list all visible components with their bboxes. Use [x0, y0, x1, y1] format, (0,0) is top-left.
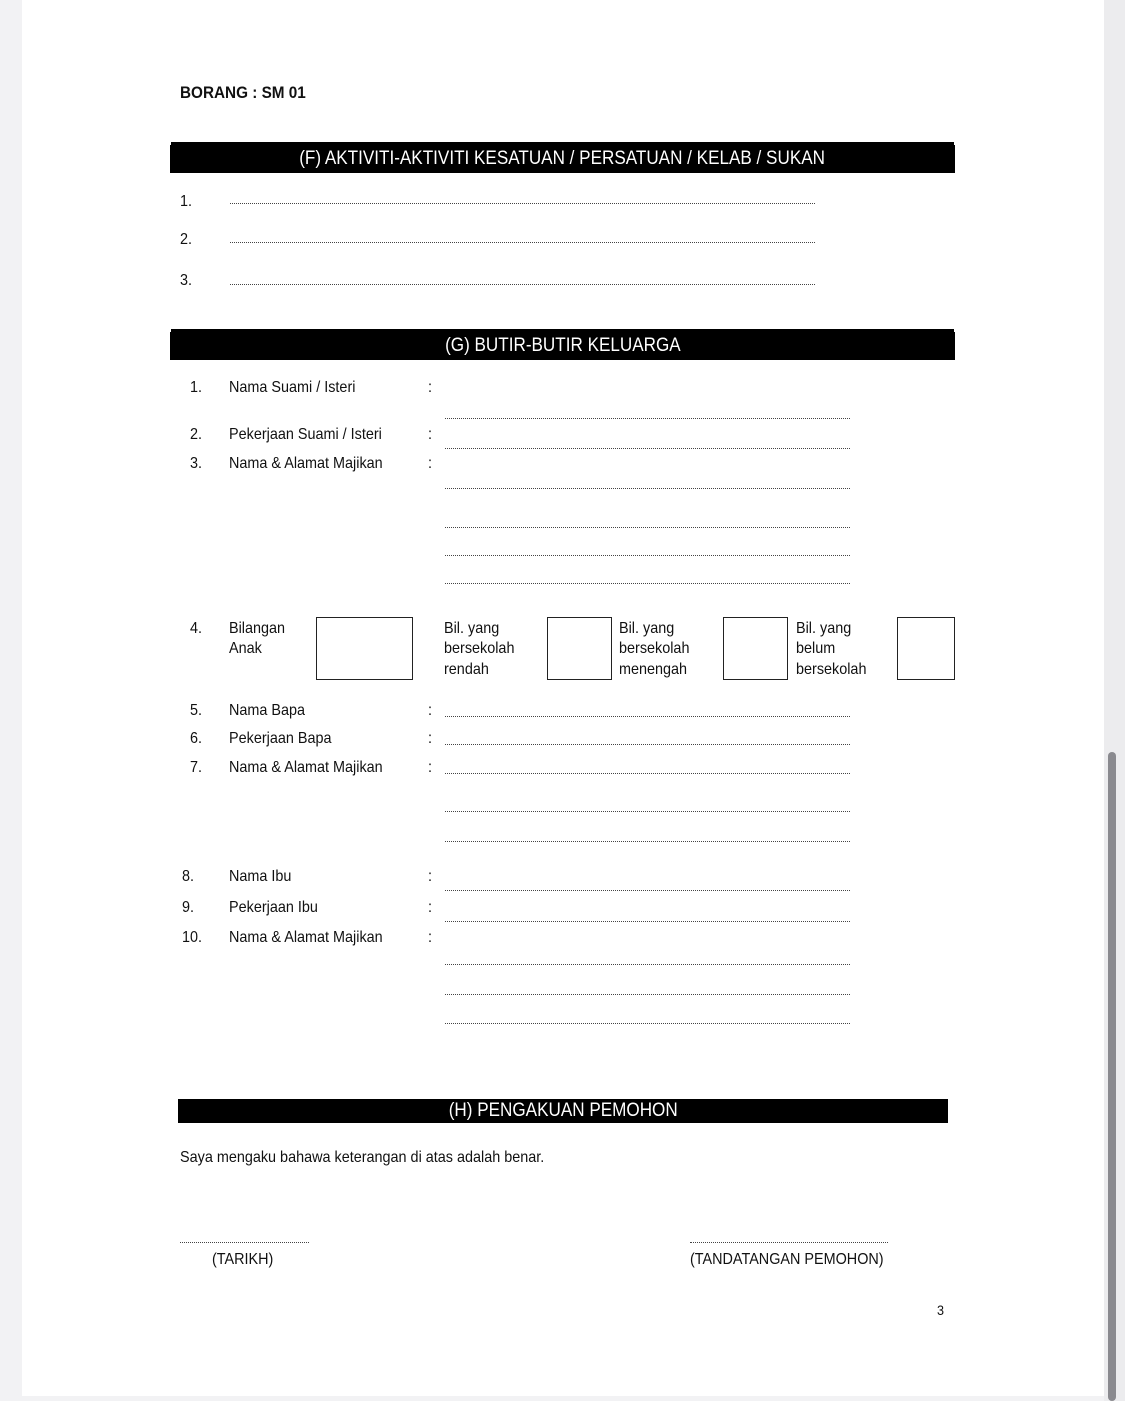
spouse-employer-line-1[interactable]: [445, 488, 850, 489]
children-label-line-1: Bilangan: [229, 620, 286, 637]
spouse-employer-line-4[interactable]: [445, 583, 850, 584]
field-8-number: 8.: [182, 868, 195, 885]
mother-occupation-label: Pekerjaan Ibu: [229, 899, 318, 916]
section-f-header: (F) AKTIVITI-AKTIVITI KESATUAN / PERSATUAN / KELAB / SUKAN: [170, 145, 955, 173]
activity-3-number: 3.: [180, 272, 193, 289]
field-8-colon: :: [428, 868, 433, 885]
father-employer-line-3[interactable]: [445, 841, 850, 842]
signature-label: (TANDATANGAN PEMOHON): [690, 1251, 884, 1268]
mother-employer-line-2[interactable]: [445, 994, 850, 995]
mother-employer-line-1[interactable]: [445, 964, 850, 965]
field-6-number: 6.: [190, 730, 203, 747]
field-3-colon: :: [428, 455, 433, 472]
not-schooling-count-box[interactable]: [897, 617, 955, 680]
spouse-employer-line-3[interactable]: [445, 555, 850, 556]
primary-label-line-2: bersekolah: [444, 640, 515, 657]
spouse-occupation-line[interactable]: [445, 448, 850, 449]
activity-2-line[interactable]: [230, 242, 815, 243]
field-9-colon: :: [428, 899, 433, 916]
father-employer-label: Nama & Alamat Majikan: [229, 759, 383, 776]
father-employer-line-1[interactable]: [445, 773, 850, 774]
field-2-colon: :: [428, 426, 433, 443]
field-10-number: 10.: [182, 929, 203, 946]
secondary-label-line-3: menengah: [619, 661, 688, 678]
secondary-label-line-1: Bil. yang: [619, 620, 675, 637]
field-5-colon: :: [428, 702, 433, 719]
mother-name-label: Nama Ibu: [229, 868, 292, 885]
father-name-line[interactable]: [445, 716, 850, 717]
page-number: 3: [937, 1302, 945, 1318]
field-1-number: 1.: [190, 379, 203, 396]
children-label-line-2: Anak: [229, 640, 262, 657]
declaration-statement: Saya mengaku bahawa keterangan di atas adalah benar.: [180, 1149, 545, 1166]
spouse-name-label: Nama Suami / Isteri: [229, 379, 356, 396]
primary-label-line-3: rendah: [444, 661, 489, 678]
field-10-colon: :: [428, 929, 433, 946]
primary-school-count-box[interactable]: [547, 617, 612, 680]
field-9-number: 9.: [182, 899, 195, 916]
activity-1-number: 1.: [180, 193, 193, 210]
spouse-employer-line-2[interactable]: [445, 527, 850, 528]
spouse-employer-label: Nama & Alamat Majikan: [229, 455, 383, 472]
activity-3-line[interactable]: [230, 284, 815, 285]
not-schooling-label-line-3: bersekolah: [796, 661, 867, 678]
activity-1-line[interactable]: [230, 203, 815, 204]
primary-label-line-1: Bil. yang: [444, 620, 500, 637]
mother-name-line[interactable]: [445, 890, 850, 891]
field-7-colon: :: [428, 759, 433, 776]
field-1-colon: :: [428, 379, 433, 396]
field-2-number: 2.: [190, 426, 203, 443]
not-schooling-label-line-2: belum: [796, 640, 836, 657]
field-6-colon: :: [428, 730, 433, 747]
spouse-name-line[interactable]: [445, 418, 850, 419]
not-schooling-label-line-1: Bil. yang: [796, 620, 852, 637]
section-g-header: (G) BUTIR-BUTIR KELUARGA: [170, 332, 955, 360]
father-employer-line-2[interactable]: [445, 811, 850, 812]
field-3-number: 3.: [190, 455, 203, 472]
section-h-header: (H) PENGAKUAN PEMOHON: [178, 1099, 948, 1123]
mother-occupation-line[interactable]: [445, 921, 850, 922]
secondary-school-count-box[interactable]: [723, 617, 788, 680]
father-occupation-line[interactable]: [445, 744, 850, 745]
field-5-number: 5.: [190, 702, 203, 719]
field-4-number: 4.: [190, 620, 203, 637]
spouse-occupation-label: Pekerjaan Suami / Isteri: [229, 426, 382, 443]
date-label: (TARIKH): [212, 1251, 274, 1268]
mother-employer-line-3[interactable]: [445, 1023, 850, 1024]
children-count-box[interactable]: [316, 617, 413, 680]
secondary-label-line-2: bersekolah: [619, 640, 690, 657]
father-name-label: Nama Bapa: [229, 702, 306, 719]
activity-2-number: 2.: [180, 231, 193, 248]
father-occupation-label: Pekerjaan Bapa: [229, 730, 332, 747]
date-line[interactable]: [180, 1242, 309, 1243]
mother-employer-label: Nama & Alamat Majikan: [229, 929, 383, 946]
signature-line[interactable]: [690, 1242, 888, 1243]
form-id: BORANG : SM 01: [180, 83, 306, 102]
field-7-number: 7.: [190, 759, 203, 776]
scrollbar-thumb[interactable]: [1108, 752, 1116, 1401]
